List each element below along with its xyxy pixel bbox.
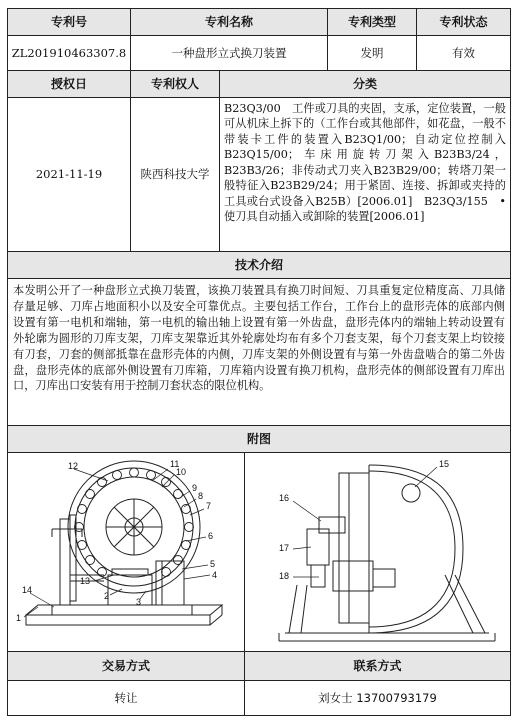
header-classification: 分类 [219,70,511,98]
header-figures: 附图 [7,425,511,453]
label-12: 12 [68,461,79,471]
label-9: 9 [192,483,198,493]
label-2: 2 [104,591,110,601]
patentee: 陕西科技大学 [130,97,220,252]
label-14: 14 [22,585,33,595]
tech-intro-text: 本发明公开了一种盘形立式换刀装置，该换刀装置具有换刀时间短、刀具重复定位精度高、刀具储存量足够、刀库占地面积小以及安全可靠优点。主要包括工作台，工作台上的盘形壳体的底部内侧设置有第一电机和端轴，第一电机的输出轴上设置有第一外齿盘，盘形壳体内的端轴上转动设置有外轮廓为圆形的刀库支架，刀库支架靠近其外轮廓处均布有多个刀套支架，每个刀套支架上均铰接有刀套，刀套的侧部抵靠在盘形壳体的内侧，刀库支架的外侧设置有与第一外齿盘啮合的第二外齿盘，盘形壳体的底部外侧设置有刀库箱，刀库箱内设置有换刀机构，盘形壳体的侧部设置有刀库出口，刀库出口安装有用于控制刀套状态的限位机构。 [7,278,511,426]
figure-left [7,452,245,652]
label-8: 8 [198,491,204,501]
patent-number: ZL201910463307.8 [7,35,131,71]
header-contact-method: 联系方式 [244,651,511,681]
header-patentee: 专利权人 [130,70,220,98]
header-patent-name: 专利名称 [130,8,328,36]
patent-sheet [7,8,511,716]
trade-method: 转让 [7,680,245,716]
grant-date: 2021-11-19 [7,97,131,252]
label-18: 18 [279,571,290,581]
label-7: 7 [206,501,212,511]
label-5: 5 [210,559,216,569]
header-patent-status: 专利状态 [416,8,511,36]
figure-right-drawing [249,457,506,647]
patent-name: 一种盘形立式换刀装置 [130,35,328,71]
figure-right [244,452,511,652]
classification-text: B23Q3/00 工件或刀具的夹固，支承，定位装置，一般可从机床上拆下的（工作台或其他部件，如花盘，一般不带装卡工件的装置入B23Q1/00；自动定位控制入B23Q15/00；车床用旋转刀架入B23B3/24，B23B3/26；非传动式刀夹入B23B29/00；转塔刀架一般特征入B23B29/24；用于紧固、连接、拆卸或夹持的工具或台式设备入B25B）[2006.01] B23Q3/155 • 使刀具自动插入或卸除的装置[2006.01] [219,97,511,252]
label-10: 10 [176,467,187,477]
label-16: 16 [279,493,290,503]
header-trade-method: 交易方式 [7,651,245,681]
label-13: 13 [80,576,91,586]
label-1: 1 [16,613,22,623]
label-17: 17 [279,543,290,553]
header-tech-intro: 技术介绍 [7,251,511,279]
patent-status: 有效 [416,35,511,71]
label-4: 4 [212,570,218,580]
patent-type: 发明 [327,35,417,71]
header-patent-type: 专利类型 [327,8,417,36]
figure-left-drawing [12,457,240,647]
contact-info: 刘女士 13700793179 [244,680,511,716]
label-11: 11 [170,459,180,469]
label-6: 6 [208,531,214,541]
header-patent-no: 专利号 [7,8,131,36]
header-grant-date: 授权日 [7,70,131,98]
label-15: 15 [439,459,450,469]
label-3: 3 [136,597,142,607]
